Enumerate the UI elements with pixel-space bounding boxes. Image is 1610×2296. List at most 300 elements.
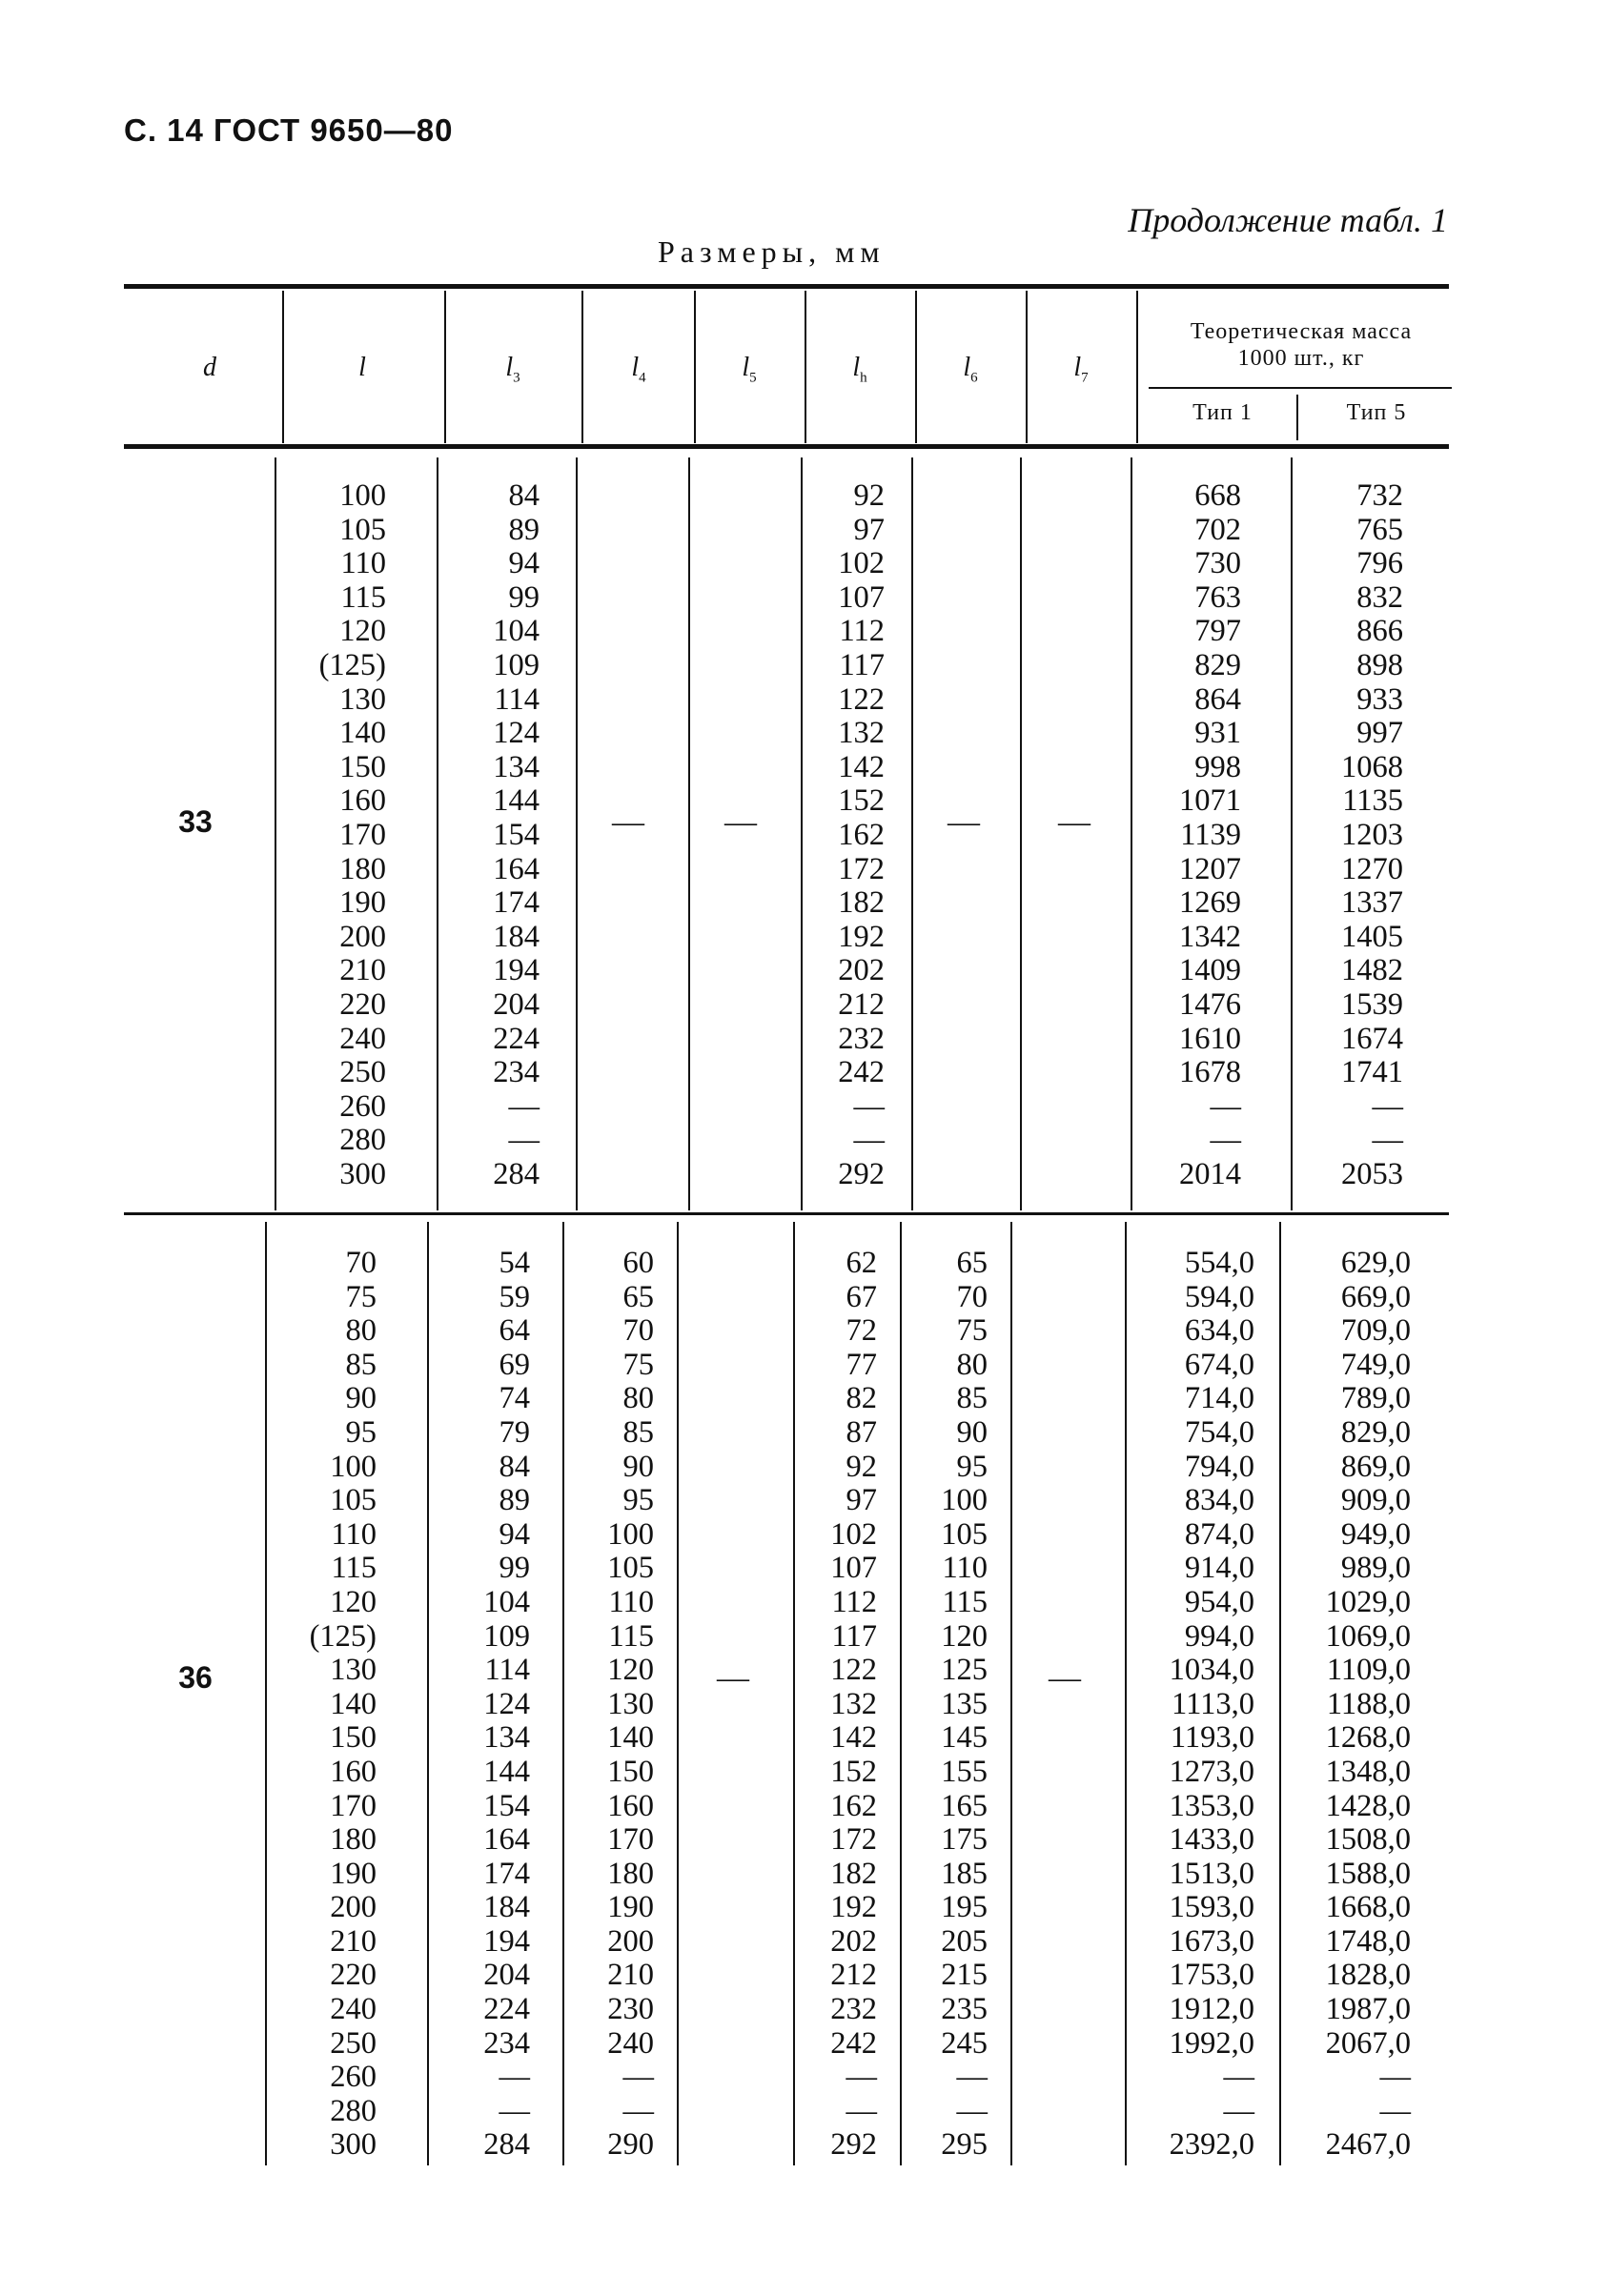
table-cell: 142 [838,749,885,784]
column-l7-dash: — [1058,804,1090,840]
column-header-l: l [358,353,366,382]
table-cell: 1476 [1179,986,1241,1022]
table-cell: 130 [607,1686,654,1721]
table-cell: 130 [339,681,386,717]
table-cell: 1428,0 [1325,1788,1411,1823]
body-divider [1131,457,1132,1210]
table-cell: 74 [499,1381,530,1416]
table-cell: 998 [1194,749,1241,784]
table-cell: 2467,0 [1325,2127,1411,2163]
table-cell: 92 [853,478,885,513]
table-cell: 180 [607,1856,654,1891]
table-cell: 754,0 [1184,1414,1254,1450]
table-cell: 124 [483,1686,530,1721]
table-cell: 250 [330,2025,377,2061]
table-cell: 204 [493,986,540,1022]
table-cell: 122 [830,1653,877,1688]
table-cell: 110 [340,546,386,581]
table-cell: 1068 [1341,749,1403,784]
table-cell: 200 [607,1923,654,1959]
table-cell: 1753,0 [1169,1958,1254,1993]
table-cell: (125) [309,1618,377,1654]
table-cell: 75 [345,1279,377,1314]
table-cell: 954,0 [1184,1584,1254,1619]
table-cell: 240 [330,1992,377,2027]
body-divider [275,457,276,1210]
table-cell: 1139 [1180,817,1241,852]
table-cell: 194 [483,1923,530,1959]
table-cell: 2053 [1341,1156,1403,1191]
table-cell: 95 [345,1414,377,1450]
table-cell: 172 [838,851,885,886]
table-cell: 202 [838,953,885,988]
column-header-type5: Тип 5 [1346,400,1407,425]
table-cell: 154 [483,1788,530,1823]
table-cell: 295 [941,2127,988,2163]
table-cell: 200 [339,919,386,954]
group-separator-rule [124,1212,1449,1215]
table-cell: 152 [830,1754,877,1789]
table-cell: 1353,0 [1169,1788,1254,1823]
table-cell: 80 [622,1381,654,1416]
table-cell: 1741 [1341,1055,1403,1090]
table-top-rule [124,284,1449,289]
table-cell: 224 [493,1021,540,1056]
body-divider [1010,1222,1012,2165]
table-cell: 84 [499,1449,530,1484]
table-cell: 182 [838,885,885,921]
table-cell: 105 [339,512,386,547]
table-cell: 155 [941,1754,988,1789]
table-cell: 1678 [1179,1055,1241,1090]
table-cell: 1828,0 [1325,1958,1411,1993]
table-cell: — [956,2060,988,2095]
table-cell: 100 [330,1449,377,1484]
table-cell: 170 [607,1822,654,1858]
body-divider [427,1222,429,2165]
column-type5 [1289,1247,1411,2163]
table-cell: 194 [493,953,540,988]
table-cell: 140 [339,716,386,751]
table-cell: 62 [846,1246,877,1280]
table-cell: — [499,2060,530,2095]
table-cell: 210 [330,1923,377,1959]
table-cell: 594,0 [1184,1279,1254,1314]
table-cell: 160 [330,1754,377,1789]
column-l4-dash: — [612,804,644,840]
table-cell: 105 [607,1551,654,1586]
body-divider [265,1222,267,2165]
table-cell: 989,0 [1340,1551,1411,1586]
table-cell: 107 [838,579,885,615]
table-cell: 674,0 [1184,1347,1254,1382]
table-cell: 150 [607,1754,654,1789]
table-cell: 1188,0 [1326,1686,1411,1721]
table-cell: 144 [483,1754,530,1789]
table-cell: 185 [941,1856,988,1891]
table-cell: 180 [330,1822,377,1858]
table-cell: 212 [838,986,885,1022]
table-cell: 834,0 [1184,1483,1254,1518]
table-cell: 174 [483,1856,530,1891]
column-type1 [1134,1247,1254,2163]
table-cell: 1433,0 [1169,1822,1254,1858]
table-cell: 1610 [1179,1021,1241,1056]
table-cell: 829,0 [1340,1414,1411,1450]
table-cell: 164 [493,851,540,886]
body-divider [801,457,803,1210]
table-cell: 112 [831,1584,877,1619]
table-cell: 1203 [1341,817,1403,852]
table-cell: 933 [1356,681,1403,717]
table-cell: 124 [493,716,540,751]
column-header-l3: $l_3$ [505,353,520,386]
table-cell: 184 [483,1890,530,1925]
d-value: 33 [178,804,213,839]
table-cell: 160 [339,783,386,819]
table-cell: 130 [330,1653,377,1688]
table-cell: 292 [830,2127,877,2163]
table-cell: 732 [1356,478,1403,513]
table-cell: 120 [941,1618,988,1654]
table-cell: 702 [1194,512,1241,547]
table-cell: 1270 [1341,851,1403,886]
table-cell: 135 [941,1686,988,1721]
column-l [276,1247,377,2163]
table-cell: 2392,0 [1169,2127,1254,2163]
table-cell: — [1210,1123,1241,1158]
table-cell: 909,0 [1340,1483,1411,1518]
table-cell: 99 [499,1551,530,1586]
table-cell: 87 [846,1414,877,1450]
table-cell: 80 [956,1347,988,1382]
table-cell: 1748,0 [1325,1923,1411,1959]
table-cell: 874,0 [1184,1516,1254,1552]
table-cell: 65 [956,1246,988,1280]
table-cell: 85 [622,1414,654,1450]
table-cell: 1912,0 [1169,1992,1254,2027]
table-cell: 794,0 [1184,1449,1254,1484]
table-cell: 1674 [1341,1021,1403,1056]
table-cell: 1029,0 [1325,1584,1411,1619]
table-cell: 115 [608,1618,654,1654]
column-header-lh: $l_h$ [852,353,867,386]
table-cell: 109 [483,1618,530,1654]
table-cell: 1409 [1179,953,1241,988]
table-cell: 99 [508,579,540,615]
table-cell: 300 [339,1156,386,1191]
table-cell: 150 [339,749,386,784]
table-cell: 92 [846,1449,877,1484]
table-cell: 170 [330,1788,377,1823]
table-cell: 204 [483,1958,530,1993]
table-cell: 97 [846,1483,877,1518]
mass-header-line1: Теоретическая масса [1190,319,1413,344]
table-continuation-label: Продолжение табл. 1 [1128,201,1448,239]
table-cell: 832 [1356,579,1403,615]
header-divider [1026,291,1028,443]
table-cell: 144 [493,783,540,819]
column-type5 [1300,479,1403,1191]
table-cell: 60 [622,1246,654,1280]
column-header-type1: Тип 1 [1192,400,1253,425]
table-cell: 1135 [1342,783,1403,819]
table-cell: 245 [941,2025,988,2061]
table-cell: 75 [956,1313,988,1349]
table-cell: 300 [330,2127,377,2163]
column-header-d: d [203,353,216,382]
table-cell: 1207 [1179,851,1241,886]
column-l6 [909,1247,988,2163]
table-cell: 864 [1194,681,1241,717]
table-cell: 100 [607,1516,654,1552]
header-divider [282,291,284,443]
table-cell: 64 [499,1313,530,1349]
header-divider [581,291,583,443]
table-cell: 172 [830,1822,877,1858]
table-cell: 82 [846,1381,877,1416]
body-divider [688,457,690,1210]
table-cell: 1268,0 [1325,1720,1411,1756]
column-l4 [572,1247,654,2163]
column-header-theoretical-mass [1144,318,1458,372]
table-cell: 75 [622,1347,654,1382]
table-cell: 140 [607,1720,654,1756]
table-cell: 94 [508,546,540,581]
table-cell: 184 [493,919,540,954]
table-cell: 749,0 [1340,1347,1411,1382]
table-cell: — [1379,2093,1411,2128]
table-cell: 190 [339,885,386,921]
table-cell: 234 [483,2025,530,2061]
table-cell: 290 [607,2127,654,2163]
table-cell: 90 [622,1449,654,1484]
table-cell: 170 [339,817,386,852]
table-cell: 1482 [1341,953,1403,988]
table-caption: Размеры, мм [658,234,886,269]
table-cell: 1269 [1179,885,1241,921]
table-cell: 134 [493,749,540,784]
table-cell: 284 [493,1156,540,1191]
table-cell: — [508,1123,540,1158]
table-cell: 242 [838,1055,885,1090]
table-cell: 70 [345,1246,377,1280]
table-cell: — [1372,1088,1403,1124]
table-cell: 1071 [1179,783,1241,819]
table-cell: 215 [941,1958,988,1993]
table-cell: 95 [956,1449,988,1484]
table-cell: 195 [941,1890,988,1925]
table-cell: 1992,0 [1169,2025,1254,2061]
table-cell: 77 [846,1347,877,1382]
table-cell: 109 [493,647,540,682]
table-cell: 1034,0 [1169,1653,1254,1688]
table-cell: 220 [330,1958,377,1993]
table-cell: 89 [508,512,540,547]
table-cell: 59 [499,1279,530,1314]
column-lh [801,1247,877,2163]
header-divider [915,291,917,443]
header-divider [1296,395,1298,440]
table-cell: 634,0 [1184,1313,1254,1349]
body-divider [900,1222,902,2165]
table-cell: — [853,1088,885,1124]
page-header-left: С. 14 ГОСТ 9650—80 [124,112,454,148]
table-cell: 69 [499,1347,530,1382]
table-cell: 224 [483,1992,530,2027]
table-cell: 190 [330,1856,377,1891]
column-l5-dash: — [724,804,757,840]
table-cell: 97 [853,512,885,547]
table-cell: 100 [941,1483,988,1518]
table-cell: 104 [483,1584,530,1619]
table-cell: 180 [339,851,386,886]
table-cell: 160 [607,1788,654,1823]
table-cell: — [1223,2060,1254,2095]
table-cell: 85 [956,1381,988,1416]
table-cell: 110 [331,1516,377,1552]
column-l3 [438,1247,530,2163]
table-cell: 240 [339,1021,386,1056]
table-cell: 1113,0 [1172,1686,1254,1721]
column-header-l5: $l_5$ [742,353,757,386]
table-cell: 1539 [1341,986,1403,1022]
table-cell: 1193,0 [1170,1720,1254,1756]
table-cell: 212 [830,1958,877,1993]
table-cell: 89 [499,1483,530,1518]
table-cell: 1673,0 [1169,1923,1254,1959]
table-cell: — [1372,1123,1403,1158]
body-divider [1279,1222,1281,2165]
table-cell: 67 [846,1279,877,1314]
table-cell: 140 [330,1686,377,1721]
table-cell: 192 [838,919,885,954]
table-cell: 796 [1356,546,1403,581]
column-header-l6: $l_6$ [963,353,978,386]
table-cell: 629,0 [1340,1246,1411,1280]
table-cell: 235 [941,1992,988,2027]
table-cell: 898 [1356,647,1403,682]
body-divider [437,457,438,1210]
table-cell: 250 [339,1055,386,1090]
table-cell: 80 [345,1313,377,1349]
table-cell: 1513,0 [1169,1856,1254,1891]
table-cell: 1668,0 [1325,1890,1411,1925]
table-cell: 1987,0 [1325,1992,1411,2027]
table-cell: 117 [839,647,885,682]
column-l3 [448,479,540,1191]
table-cell: 122 [838,681,885,717]
table-cell: 95 [622,1483,654,1518]
table-cell: 240 [607,2025,654,2061]
table-cell: 1069,0 [1325,1618,1411,1654]
table-cell: 292 [838,1156,885,1191]
table-cell: 104 [493,614,540,649]
table-cell: 260 [330,2060,377,2095]
header-divider [444,291,446,443]
table-cell: 54 [499,1246,530,1280]
table-cell: 765 [1356,512,1403,547]
table-cell: — [846,2093,877,2128]
table-cell: 84 [508,478,540,513]
table-cell: 2014 [1179,1156,1241,1191]
table-cell: — [499,2093,530,2128]
table-cell: — [622,2093,654,2128]
table-cell: 280 [339,1123,386,1158]
header-divider [694,291,696,443]
table-cell: 280 [330,2093,377,2128]
table-cell: 110 [942,1551,988,1586]
table-cell: 997 [1356,716,1403,751]
table-cell: 102 [830,1516,877,1552]
mass-header-line2: 1000 шт., кг [1237,346,1365,371]
table-cell: — [956,2093,988,2128]
table-cell: 210 [607,1958,654,1993]
table-cell: 107 [830,1551,877,1586]
body-divider [562,1222,564,2165]
table-cell: 869,0 [1340,1449,1411,1484]
column-l5-dash: — [717,1660,749,1696]
table-cell: — [846,2060,877,2095]
table-cell: 70 [622,1313,654,1349]
table-cell: 70 [956,1279,988,1314]
table-cell: 192 [830,1890,877,1925]
table-cell: 112 [839,614,885,649]
table-cell: 797 [1194,614,1241,649]
body-divider [911,457,913,1210]
table-cell: 284 [483,2127,530,2163]
table-cell: 145 [941,1720,988,1756]
table-cell: 994,0 [1184,1618,1254,1654]
table-cell: 668 [1194,478,1241,513]
table-cell: 1337 [1341,885,1403,921]
body-divider [677,1222,679,2165]
body-divider [1020,457,1022,1210]
table-cell: 669,0 [1340,1279,1411,1314]
table-cell: 94 [499,1516,530,1552]
body-divider [793,1222,795,2165]
column-header-l4: $l_4$ [631,353,646,386]
table-cell: — [853,1123,885,1158]
table-cell: (125) [318,647,386,682]
table-cell: 120 [339,614,386,649]
table-cell: 1273,0 [1169,1754,1254,1789]
table-cell: 132 [838,716,885,751]
table-cell: 162 [838,817,885,852]
column-l7-dash: — [1049,1660,1081,1696]
table-cell: 234 [493,1055,540,1090]
table-cell: 110 [608,1584,654,1619]
table-cell: 72 [846,1313,877,1349]
table-cell: 114 [484,1653,530,1688]
table-cell: 931 [1194,716,1241,751]
table-cell: 242 [830,2025,877,2061]
table-cell: 165 [941,1788,988,1823]
table-cell: 1593,0 [1169,1890,1254,1925]
table-cell: 120 [330,1584,377,1619]
table-cell: 1348,0 [1325,1754,1411,1789]
table-cell: 142 [830,1720,877,1756]
table-cell: 162 [830,1788,877,1823]
table-cell: 232 [830,1992,877,2027]
table-cell: 102 [838,546,885,581]
table-cell: 2067,0 [1325,2025,1411,2061]
table-cell: 1342 [1179,919,1241,954]
table-cell: 230 [607,1992,654,2027]
body-divider [1125,1222,1127,2165]
table-cell: 232 [838,1021,885,1056]
table-cell: 709,0 [1340,1313,1411,1349]
